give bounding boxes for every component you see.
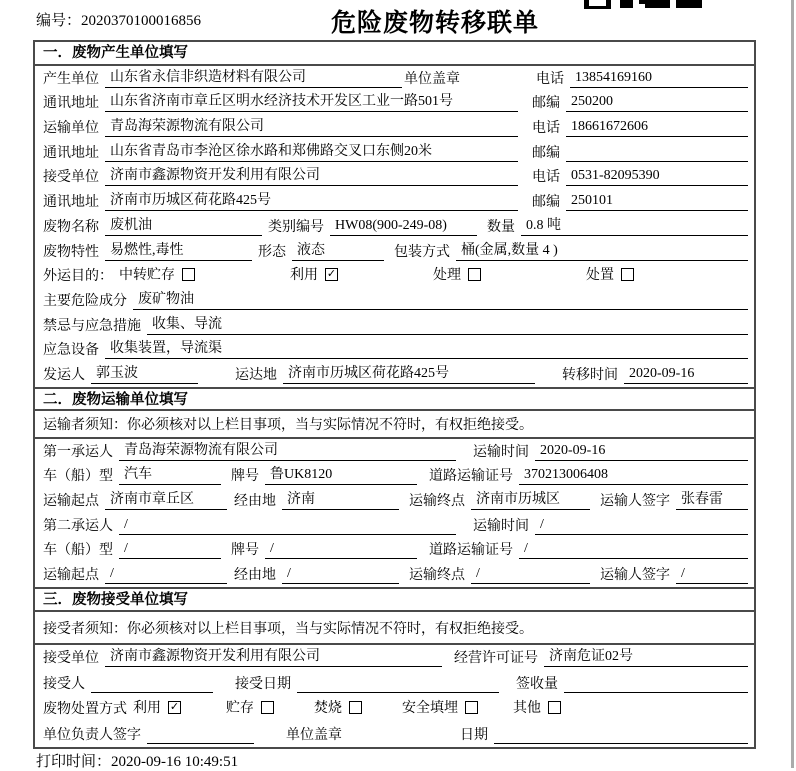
transport-unit-label: 运输单位 bbox=[43, 121, 99, 137]
option-label: 处置 bbox=[586, 268, 614, 284]
receiver-phone-value: 0531-82095390 bbox=[566, 168, 748, 186]
transport-unit-value: 青岛海荣源物流有限公司 bbox=[105, 115, 518, 137]
road-license1-label: 道路运输证号 bbox=[429, 469, 513, 485]
row-consignor bbox=[35, 362, 754, 387]
producer-zip-label: 邮编 bbox=[532, 96, 560, 112]
emergency-measures-value: 收集、导流 bbox=[147, 313, 748, 335]
producer-unit-value: 山东省永信非织造材料有限公司 bbox=[105, 66, 402, 88]
terminus1-label: 运输终点 bbox=[409, 494, 465, 509]
road-license2-value: / bbox=[519, 541, 748, 559]
waste-character-label: 废物特性 bbox=[43, 244, 99, 260]
receiver-phone-label: 电话 bbox=[532, 170, 560, 186]
category-code-label: 类别编号 bbox=[268, 219, 324, 235]
origin1-label: 运输起点 bbox=[43, 494, 99, 509]
hazard-component-value: 废矿物油 bbox=[133, 288, 748, 310]
via2-value: / bbox=[282, 566, 399, 584]
producer-address-label: 通讯地址 bbox=[43, 96, 99, 112]
waste-name-label: 废物名称 bbox=[43, 219, 99, 235]
print-time-label: 打印时间： bbox=[36, 754, 112, 770]
carrier-sign2-label: 运输人签字 bbox=[600, 568, 670, 584]
row-emergency-equipment bbox=[35, 338, 754, 363]
transport-time1-label: 运输时间 bbox=[473, 444, 529, 460]
consignor-value: 郭玉波 bbox=[91, 362, 198, 384]
disposal-option-storage bbox=[226, 697, 274, 718]
waste-form-label: 形态 bbox=[258, 244, 286, 260]
row-receiver-unit bbox=[35, 165, 754, 190]
option-label: 焚烧 bbox=[314, 701, 342, 717]
terminus2-value: / bbox=[471, 566, 590, 584]
producer-address-value: 山东省济南市章丘区明水经济技术开发区工业一路501号 bbox=[105, 90, 518, 112]
plate1-value: 鲁UK8120 bbox=[265, 463, 417, 485]
disposal-option-landfill bbox=[402, 697, 478, 718]
receiver-zip-value: 250101 bbox=[566, 193, 748, 211]
seal-date-value bbox=[494, 727, 748, 744]
via1-value: 济南 bbox=[282, 488, 399, 510]
plate2-label: 牌号 bbox=[231, 543, 259, 559]
receiver-address-label: 通讯地址 bbox=[43, 195, 99, 211]
origin2-value: / bbox=[105, 566, 227, 584]
received-amount-value bbox=[564, 676, 748, 693]
option-label: 中转贮存 bbox=[119, 268, 175, 284]
consignor-label: 发运人 bbox=[43, 367, 85, 383]
section2-header: 二．废物运输单位填写 bbox=[35, 387, 754, 411]
second-carrier-label: 第二承运人 bbox=[43, 518, 113, 534]
checkbox-checked-icon: ✓ bbox=[169, 700, 180, 713]
row-producer-address bbox=[35, 91, 754, 116]
producer-unit-label: 产生单位 bbox=[43, 71, 99, 87]
accept-unit-value: 济南市鑫源物资开发利用有限公司 bbox=[105, 645, 442, 667]
producer-phone-value: 13854169160 bbox=[570, 70, 748, 88]
packing-label: 包装方式 bbox=[394, 244, 450, 260]
receiver-address-value: 济南市历城区荷花路425号 bbox=[105, 189, 518, 211]
checkbox-icon bbox=[621, 268, 634, 281]
row-accept-person bbox=[35, 670, 754, 695]
waste-character-value: 易燃性,毒性 bbox=[105, 239, 252, 261]
transfer-time-value: 2020-09-16 bbox=[624, 366, 748, 384]
transport-address-label: 通讯地址 bbox=[43, 145, 99, 161]
option-label: 安全填埋 bbox=[402, 701, 458, 717]
terminus1-value: 济南市历城区 bbox=[471, 488, 590, 510]
row-route2 bbox=[35, 562, 754, 587]
receiver-unit-label: 接受单位 bbox=[43, 170, 99, 186]
road-license1-value: 370213006408 bbox=[519, 467, 748, 485]
checkbox-icon bbox=[548, 701, 561, 714]
destination-value: 济南市历城区荷花路425号 bbox=[283, 362, 535, 384]
row-waste-character bbox=[35, 239, 754, 264]
hazard-component-label: 主要危险成分 bbox=[43, 293, 127, 309]
business-permit-label: 经营许可证号 bbox=[454, 651, 538, 667]
packing-value: 桶(金属,数量 4 ) bbox=[456, 239, 748, 261]
option-label: 其他 bbox=[513, 701, 541, 717]
transporter-notice: 运输者须知：你必须核对以上栏目事项，当与实际情况不符时，有权拒绝接受。 bbox=[35, 411, 754, 439]
row-disposal-method bbox=[35, 696, 754, 721]
checkbox-icon bbox=[468, 268, 481, 281]
plate1-label: 牌号 bbox=[231, 469, 259, 485]
unit-seal2-label: 单位盖章 bbox=[286, 727, 342, 743]
via1-label: 经由地 bbox=[234, 494, 276, 509]
producer-phone-label: 电话 bbox=[536, 71, 564, 87]
serial-number-line bbox=[36, 9, 201, 30]
accept-person-label: 接受人 bbox=[43, 676, 85, 692]
row-vehicle2 bbox=[35, 538, 754, 563]
accept-person-value bbox=[91, 676, 213, 693]
row-receiver-address bbox=[35, 189, 754, 214]
receiver-unit-value: 济南市鑫源物资开发利用有限公司 bbox=[105, 164, 518, 186]
carrier-sign1-value: 张春雷 bbox=[676, 488, 748, 510]
received-amount-label: 签收量 bbox=[516, 676, 558, 692]
accept-unit-label: 接受单位 bbox=[43, 651, 99, 667]
checkbox-icon bbox=[182, 268, 195, 281]
section1-header: 一．废物产生单位填写 bbox=[35, 42, 754, 66]
manifest-form bbox=[33, 40, 756, 749]
category-code-value: HW08(900-249-08) bbox=[330, 218, 477, 236]
plate2-value: / bbox=[265, 541, 417, 559]
row-emergency-measures bbox=[35, 313, 754, 338]
row-hazard-component bbox=[35, 288, 754, 313]
destination-label: 运达地 bbox=[235, 367, 277, 383]
origin1-value: 济南市章丘区 bbox=[105, 488, 227, 510]
seal-date-label: 日期 bbox=[460, 727, 488, 743]
option-label: 利用 bbox=[133, 701, 161, 717]
quantity-label: 数量 bbox=[487, 219, 515, 235]
disposal-method-label: 废物处置方式 bbox=[43, 702, 127, 718]
purpose-option-dispose bbox=[586, 264, 634, 285]
option-label: 贮存 bbox=[226, 701, 254, 717]
disposal-option-utilize bbox=[133, 697, 181, 718]
transport-phone-label: 电话 bbox=[532, 121, 560, 137]
vehicle-type2-label: 车（船）型 bbox=[43, 543, 113, 559]
emergency-equipment-label: 应急设备 bbox=[43, 343, 99, 359]
row-vehicle1 bbox=[35, 464, 754, 489]
disposal-option-incinerate bbox=[314, 697, 362, 718]
row-outbound-purpose bbox=[35, 264, 754, 289]
via2-label: 经由地 bbox=[234, 568, 276, 584]
producer-zip-value: 250200 bbox=[566, 94, 748, 112]
terminus2-label: 运输终点 bbox=[409, 568, 465, 584]
section3-header: 三．废物接受单位填写 bbox=[35, 587, 754, 612]
first-carrier-label: 第一承运人 bbox=[43, 444, 113, 460]
transport-phone-value: 18661672606 bbox=[566, 119, 748, 137]
row-transport-address bbox=[35, 140, 754, 165]
transport-time2-label: 运输时间 bbox=[473, 518, 529, 534]
transfer-time-label: 转移时间 bbox=[562, 367, 618, 383]
carrier-sign2-value: / bbox=[676, 566, 748, 584]
qr-code-icon bbox=[584, 0, 702, 9]
purpose-option-utilize bbox=[290, 264, 338, 285]
receiver-notice: 接受者须知：你必须核对以上栏目事项，当与实际情况不符时，有权拒绝接受。 bbox=[35, 612, 754, 645]
accept-date-label: 接受日期 bbox=[235, 676, 291, 692]
vehicle-type1-label: 车（船）型 bbox=[43, 469, 113, 485]
responsible-sign-label: 单位负责人签字 bbox=[43, 727, 141, 743]
option-label: 处理 bbox=[433, 268, 461, 284]
emergency-equipment-value: 收集装置，导流渠 bbox=[105, 337, 748, 359]
second-carrier-value: / bbox=[119, 517, 456, 535]
quantity-value: 0.8 吨 bbox=[521, 214, 748, 236]
serial-label: 编号： bbox=[36, 13, 82, 29]
print-time-value: 2020-09-16 10:49:51 bbox=[111, 754, 239, 770]
receiver-zip-label: 邮编 bbox=[532, 195, 560, 211]
emergency-measures-label: 禁忌与应急措施 bbox=[43, 318, 141, 334]
transport-address-value: 山东省青岛市李沧区徐水路和郑佛路交叉口东侧20米 bbox=[105, 140, 518, 162]
unit-seal-label: 单位盖章 bbox=[404, 71, 460, 87]
row-responsible-sign bbox=[35, 721, 754, 746]
waste-form-value: 液态 bbox=[292, 239, 384, 261]
checkbox-icon bbox=[261, 701, 274, 714]
outbound-purpose-label: 外运目的： bbox=[43, 269, 113, 285]
checkbox-icon bbox=[465, 701, 478, 714]
purpose-option-treat bbox=[433, 264, 481, 285]
checkbox-icon bbox=[349, 701, 362, 714]
transport-zip-label: 邮编 bbox=[532, 145, 560, 161]
origin2-label: 运输起点 bbox=[43, 568, 99, 584]
vehicle-type2-value: / bbox=[119, 541, 221, 559]
row-first-carrier bbox=[35, 439, 754, 464]
vehicle-type1-value: 汽车 bbox=[119, 463, 221, 485]
row-waste-name bbox=[35, 214, 754, 239]
page-title: 危险废物转移联单 bbox=[331, 10, 540, 37]
row-route1 bbox=[35, 488, 754, 513]
carrier-sign1-label: 运输人签字 bbox=[600, 494, 670, 509]
responsible-sign-value bbox=[147, 727, 254, 744]
checkbox-checked-icon: ✓ bbox=[326, 267, 337, 280]
serial-value: 2020370100016856 bbox=[81, 13, 202, 29]
disposal-option-other bbox=[513, 697, 561, 718]
first-carrier-value: 青岛海荣源物流有限公司 bbox=[119, 439, 456, 461]
transport-time2-value: / bbox=[535, 517, 748, 535]
accept-date-value bbox=[297, 676, 499, 693]
business-permit-value: 济南危证02号 bbox=[544, 645, 748, 667]
row-accept-unit bbox=[35, 645, 754, 670]
row-second-carrier bbox=[35, 513, 754, 538]
row-transport-unit bbox=[35, 115, 754, 140]
row-producer-unit bbox=[35, 66, 754, 91]
scan-edge-line bbox=[791, 0, 794, 768]
purpose-option-transfer-storage bbox=[119, 264, 195, 285]
road-license2-label: 道路运输证号 bbox=[429, 543, 513, 559]
option-label: 利用 bbox=[290, 268, 318, 284]
transport-time1-value: 2020-09-16 bbox=[535, 443, 748, 461]
transport-zip-value bbox=[566, 145, 748, 162]
waste-name-value: 废机油 bbox=[105, 214, 262, 236]
